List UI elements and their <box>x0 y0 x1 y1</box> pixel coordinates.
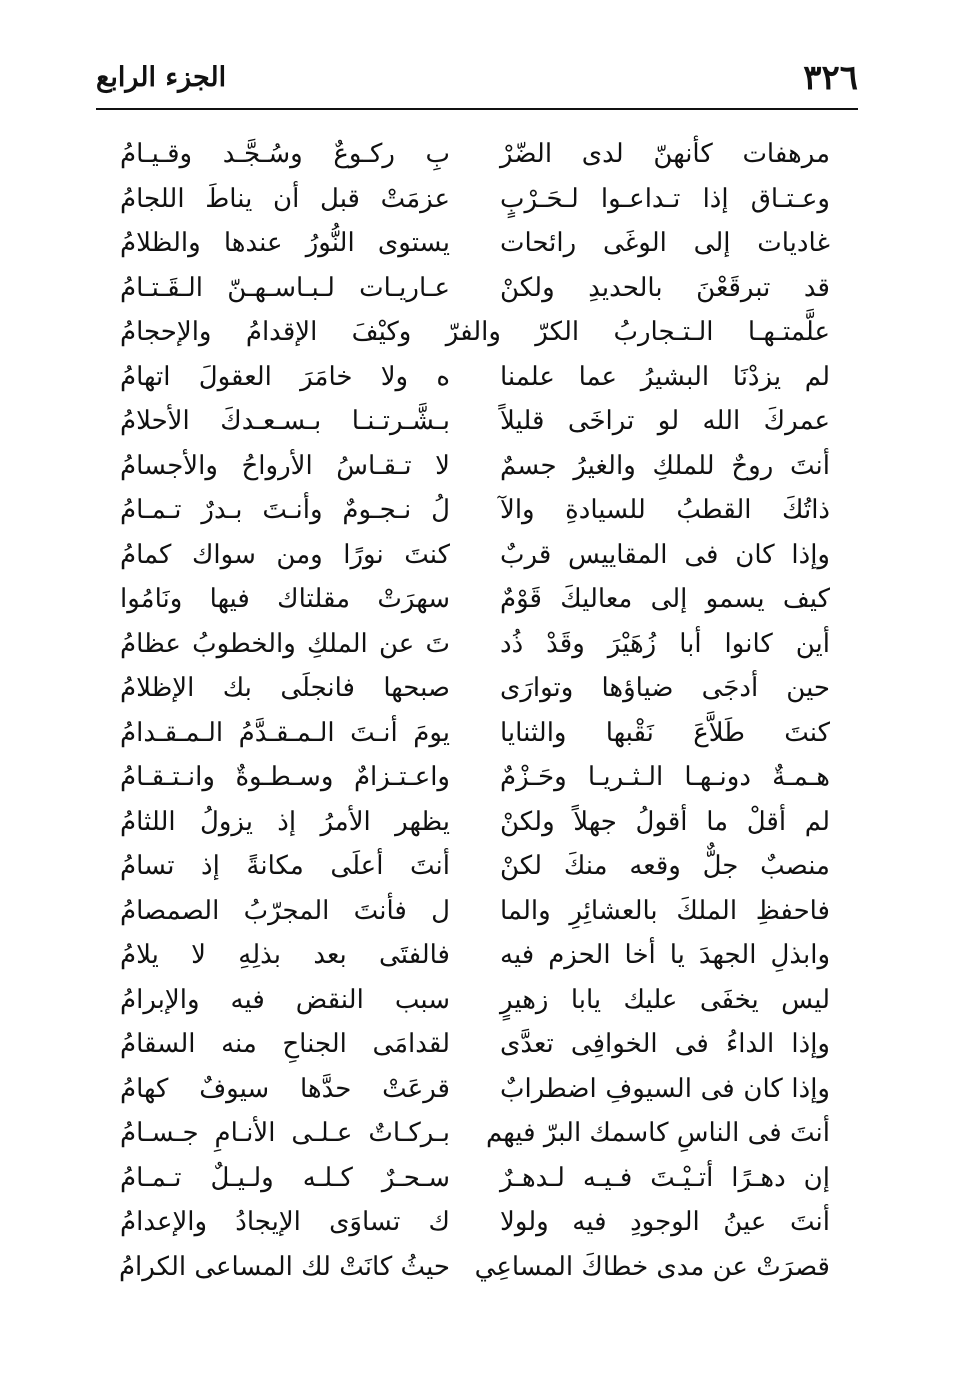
verse-line <box>120 1200 830 1245</box>
verse-second-hemistich: لا تـقـاسُ الأرواحُ والأجسامُ <box>120 450 450 481</box>
verse-second-hemistich: بِ ركـوعٌ وسُـجَّـد وقـيـامُ <box>120 139 450 169</box>
page-header <box>96 58 858 108</box>
verse-second-hemistich: سهرَتْ مقلتاك فيها ونَامُوا <box>120 584 450 614</box>
verse-second-hemistich: ل فأنتَ المجرّبُ الصمصامُ <box>120 895 450 926</box>
verse-second-hemistich: يستوى النُّورُ عندها والظلامُ <box>120 228 450 258</box>
verse-line <box>120 666 830 711</box>
verse-line <box>120 622 830 667</box>
verse-first-hemistich: وإذا كان فى المقاييس قربٌ <box>500 539 830 570</box>
verse-second-hemistich: فالفتَى بعد بذلِهِ لا يلامُ <box>120 940 450 970</box>
verse-first-hemistich: هـمـةٌ دونـهـا الـثـريـا وحَـزْمٌ <box>500 762 830 792</box>
verse-first-hemistich: إن دهـرًا أتـيْـتَ فـيـه لـدهـرٌ <box>500 1162 830 1193</box>
verse-first-hemistich: مرهفات كأنهنّ لدى الضّرْ <box>500 139 830 169</box>
verse-first-hemistich: قد تبرقَعْنَ بالحديدِ ولكنْ <box>500 272 830 303</box>
verse-second-hemistich: سبب النقض فيه والإبرامُ <box>120 984 450 1015</box>
verse-line <box>120 844 830 889</box>
verse-second-hemistich: ه ولا خامَرَ العقولَ اتهامُ <box>120 361 450 392</box>
verse-line <box>120 310 830 355</box>
verse-line <box>120 1111 830 1156</box>
verse-second-hemistich: عزمَتْ قبل أن يناطَ اللجامُ <box>120 183 450 214</box>
verse-line <box>120 1067 830 1112</box>
verse-first-hemistich: أين كانوا أبا زُهَيْرَ وقَدْ ذُد <box>500 628 830 659</box>
verse-first-hemistich: أنتَ فى الناسِ كاسمك البرّ فيهم <box>486 1118 830 1148</box>
verse-first-hemistich: ليس يخفَى عليك يابا زهيرٍ <box>500 984 830 1015</box>
verse-first-hemistich: عمركَ الله لو تراخَى قليلاً <box>500 406 830 436</box>
verse-line <box>120 444 830 489</box>
verse-second-hemistich: ك تساوَى الإيجادُ والإعدامُ <box>120 1207 450 1237</box>
verse-first-hemistich: غاديات إلى الوغَى رائحات <box>500 228 830 258</box>
verse-second-hemistich: تَ عن الملكِ والخطوبُ عظامُ <box>120 628 450 659</box>
verse-first-hemistich: وعـتـاق إذا تـداعـوا لـحَـرْبٍ <box>500 183 830 214</box>
verse-second-hemistich: كنتَ نورًا ومن سواك كمامُ <box>120 539 450 570</box>
verse-first-hemistich: ذاتُكَ القطبُ للسيادةِ والآ <box>500 495 830 525</box>
poem-body <box>120 132 830 1289</box>
verse-first-hemistich: وإذا كان فى السيوفِ اضطرابٌ <box>500 1073 830 1104</box>
verse-first-hemistich: كيف يسمو إلى معاليكَ قَوْمٌ <box>500 584 830 614</box>
verse-line <box>120 132 830 177</box>
verse-first-hemistich: قصرَتْ عن مدى خطاكَ المساعِي <box>474 1251 830 1282</box>
verse-line <box>120 978 830 1023</box>
verse-first-hemistich: أنتَ عينُ الوجودِ فيه ولولا <box>500 1207 830 1237</box>
verse-second-hemistich: لُ نـجـومٌ وأنـتَ بـدرٌ تـمـامُ <box>120 495 450 525</box>
verse-line <box>120 755 830 800</box>
verse-second-hemistich: لقدامَى الجناحِ منه السقامُ <box>120 1029 450 1059</box>
verse-second-hemistich: يظهر الأمرُ إذ يزولُ اللثامُ <box>120 806 450 837</box>
verse-second-hemistich: عـاريـات لـبـاسـهـنّ الـقَـتـامُ <box>120 272 450 303</box>
verse-line <box>120 1245 830 1290</box>
verse-line <box>120 800 830 845</box>
verse-first-hemistich: وإذا الداءُ فى الخوافِى تعدَّى <box>500 1029 830 1059</box>
verse-line <box>120 533 830 578</box>
verse-first-hemistich: فاحفظِ الملكَ بالعشائِرِ والما <box>500 895 830 926</box>
verse-first-hemistich: منصبٌ جلٌّ وقعه منكَ لكنْ <box>500 851 830 881</box>
verse-second-hemistich: يومَ أنـتَ الـمـقـدَّمُ الـمـقـدامُ <box>120 717 450 748</box>
verse-line <box>120 711 830 756</box>
verse-second-hemistich: بـشَّـرتـنـا بـسـعـدكَ الأحلامُ <box>120 406 450 436</box>
verse-first-hemistich: حين أدجَى ضياؤها وتوارَى <box>500 673 830 703</box>
verse-full-line: علَّمتـهـا الـتـجاربُ الكرّ والفرّ وكيْفَ الإقدامُ والإحجامُ <box>120 317 830 347</box>
verse-first-hemistich: لم يزدْنَا البشيرُ عما علمنا <box>500 361 830 392</box>
verse-second-hemistich: واعـتـزامٌ وسـطـوةٌ وانـتـقـامُ <box>120 762 450 792</box>
verse-line <box>120 577 830 622</box>
page-number: ٣٢٦ <box>803 58 858 98</box>
verse-line <box>120 355 830 400</box>
verse-line <box>120 1022 830 1067</box>
verse-line <box>120 399 830 444</box>
verse-line <box>120 1156 830 1201</box>
verse-first-hemistich: كنتَ طَلاَّعَ نَقْبها والثنايا <box>500 717 830 748</box>
verse-first-hemistich: أنتَ روحٌ للملكِ والغيرُ جسمٌ <box>500 450 830 481</box>
verse-line <box>120 889 830 934</box>
verse-line <box>120 488 830 533</box>
verse-second-hemistich: صبحها فانجلَى بك الإظلامُ <box>120 673 450 703</box>
verse-line <box>120 266 830 311</box>
verse-first-hemistich: لم أقلْ ما أقولُ جهلاً ولكنْ <box>500 806 830 837</box>
verse-line <box>120 221 830 266</box>
verse-second-hemistich: حيثُ كانَتْ لك المساعى الكرامُ <box>118 1251 450 1282</box>
verse-second-hemistich: سـحـرٌ كـلـه ولـيـلٌ تـمـامُ <box>120 1162 450 1193</box>
verse-line <box>120 177 830 222</box>
verse-second-hemistich: بـركـاتٌ عـلـى الأنـامِ جـسـامُ <box>120 1118 450 1148</box>
header-rule <box>96 108 858 110</box>
verse-line <box>120 933 830 978</box>
verse-second-hemistich: قرعَتْ حدَّها سيوفٌ كهامُ <box>120 1073 450 1104</box>
running-head: الجزء الرابع <box>96 62 227 93</box>
verse-first-hemistich: وابذلِ الجهدَ يا أخا الحزم فيه <box>500 940 830 970</box>
verse-second-hemistich: أنتَ أعلَى مكانةً إذ تسامُ <box>120 851 450 881</box>
